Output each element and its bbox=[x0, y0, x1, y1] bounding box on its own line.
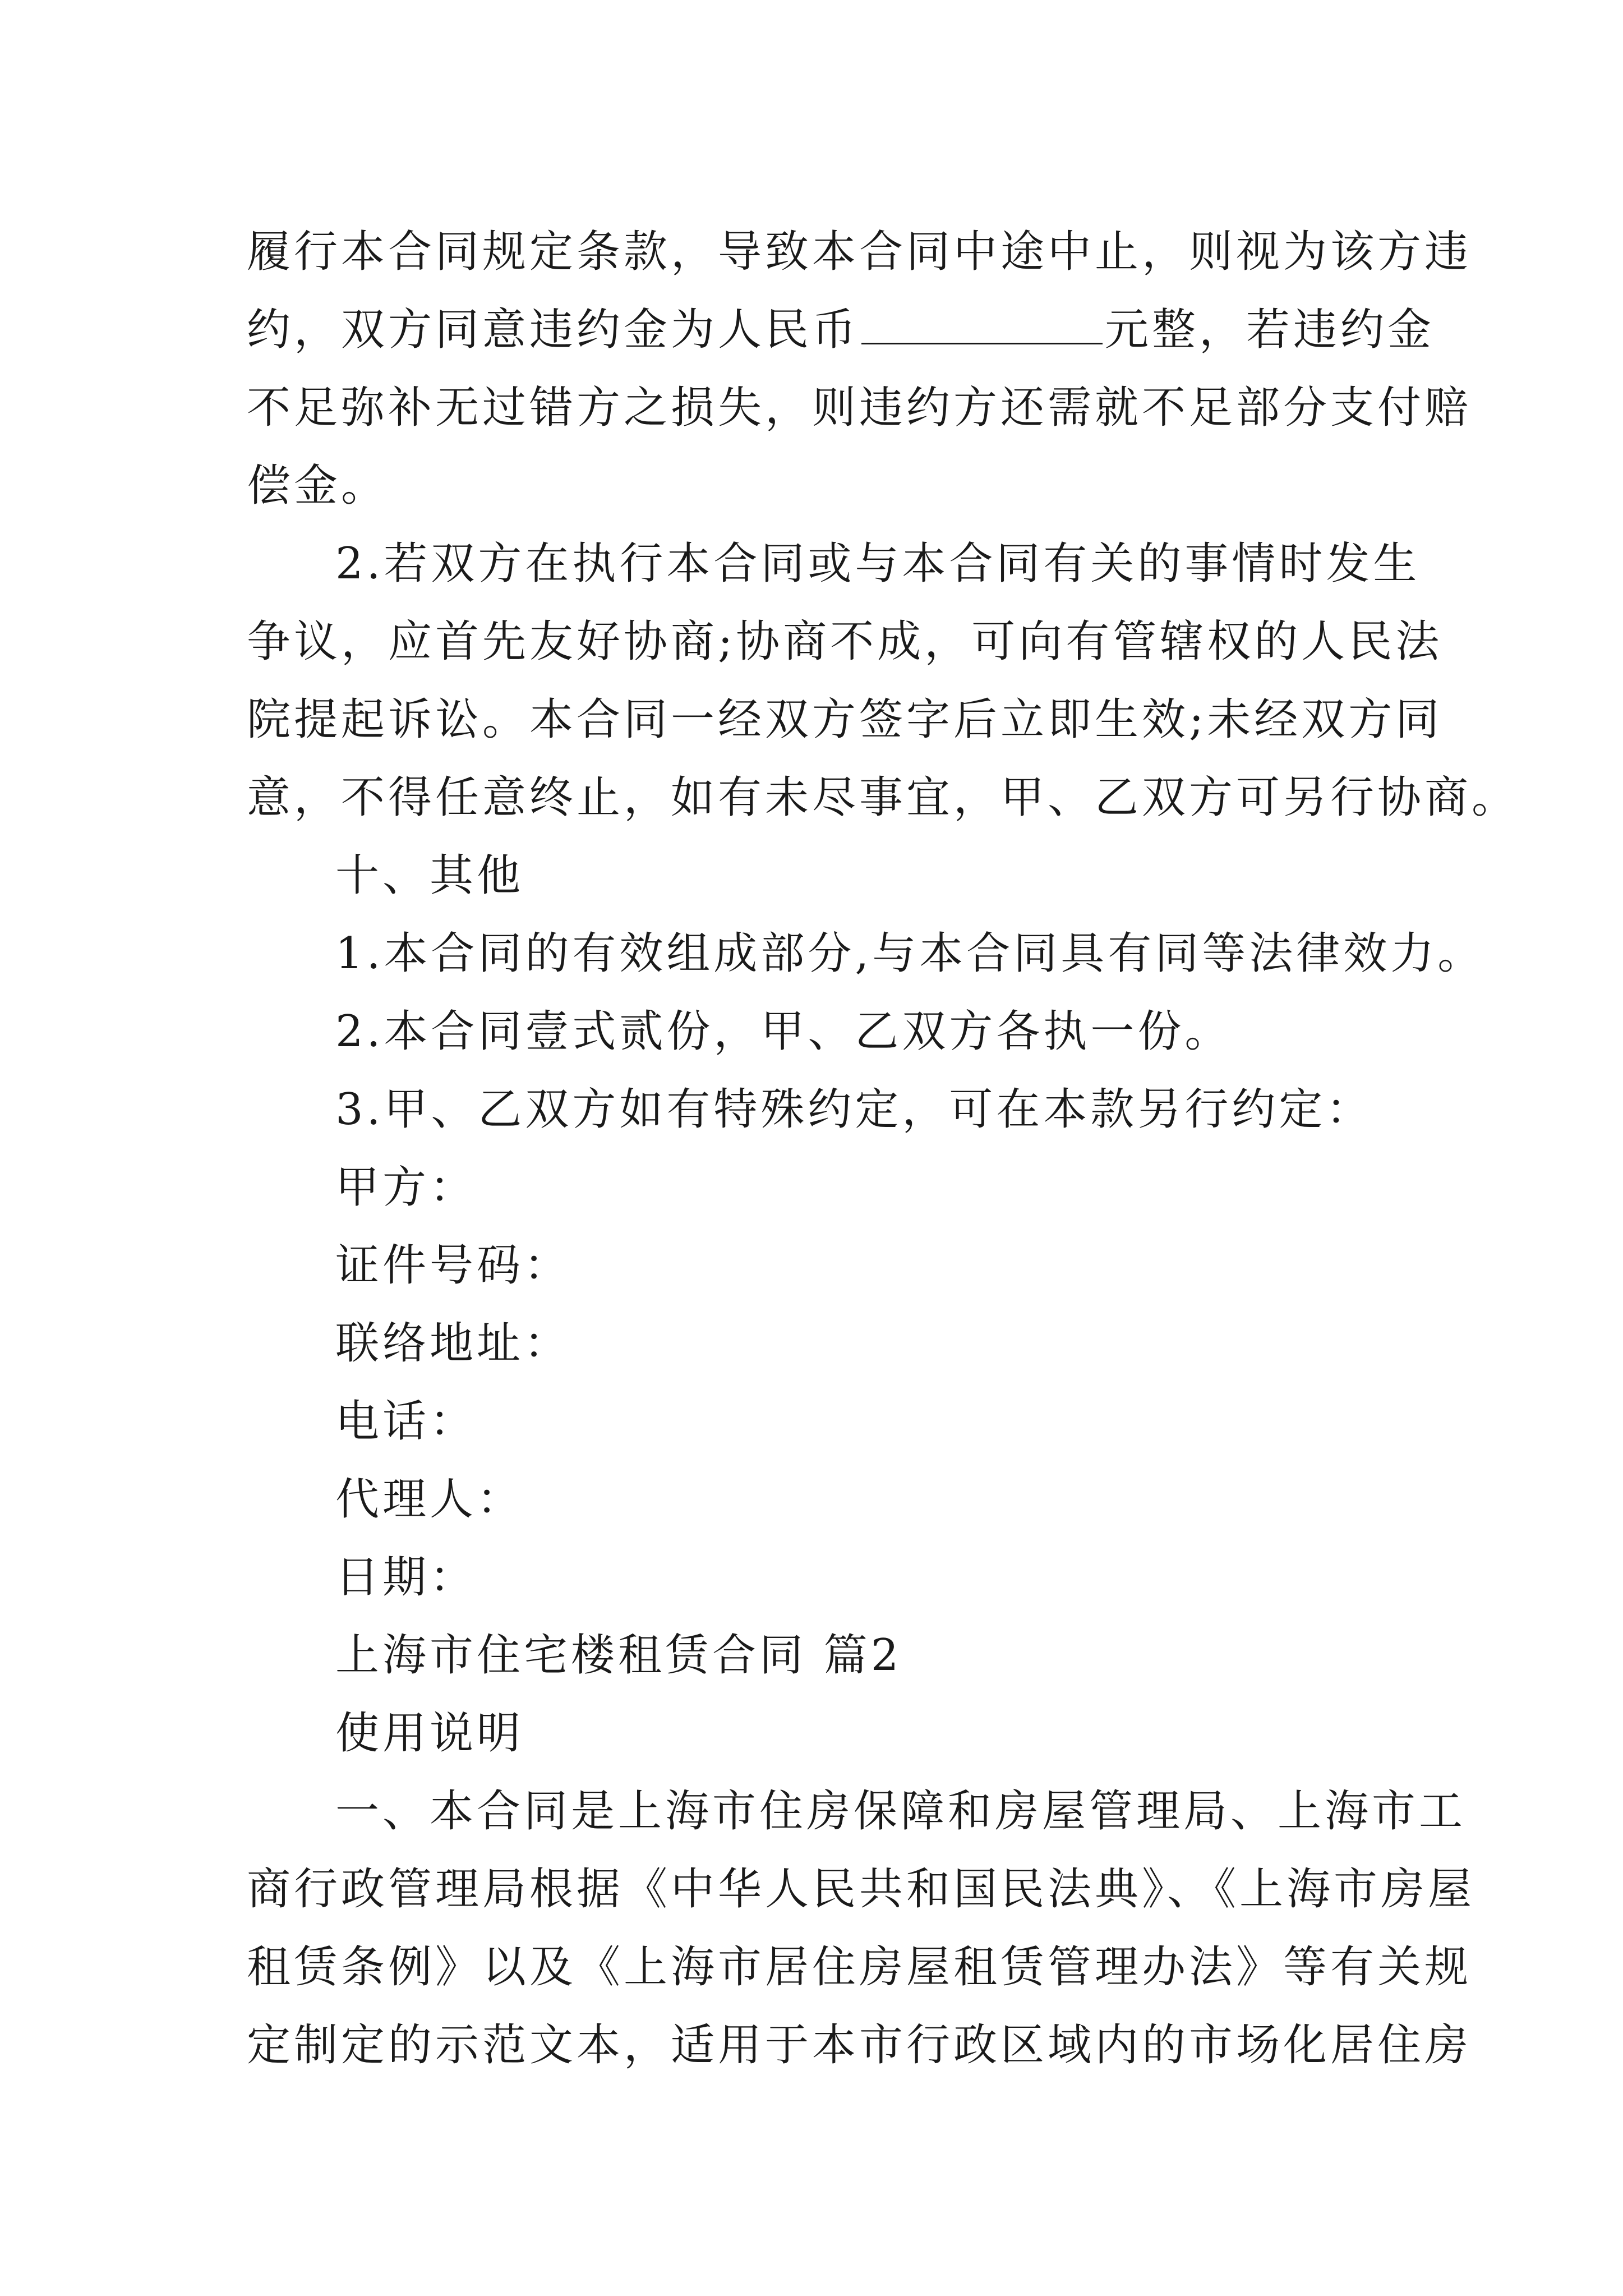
text-line-2-before: 约，双方同意违约金为人民币 bbox=[247, 305, 860, 355]
contact-address-label: 联络地址： bbox=[335, 1318, 571, 1369]
text-line-4: 偿金。 bbox=[247, 461, 389, 511]
clause-2-line-4: 意，不得任意终止，如有未尽事宜，甲、乙双方可另行协商。 bbox=[247, 772, 1519, 823]
text-line-2-after: 元整，若违约金 bbox=[1105, 305, 1435, 355]
section-heading-other: 十、其他 bbox=[335, 850, 524, 901]
id-number-label: 证件号码： bbox=[335, 1240, 571, 1291]
date-label: 日期： bbox=[335, 1552, 477, 1603]
instruction-1-line-4: 定制定的示范文本，适用于本市行政区域内的市场化居住房 bbox=[247, 2020, 1472, 2070]
agent-label: 代理人： bbox=[335, 1474, 524, 1525]
instruction-1-line-3: 租赁条例》以及《上海市居住房屋租赁管理办法》等有关规 bbox=[247, 1942, 1472, 1993]
text-line-1: 履行本合同规定条款，导致本合同中途中止，则视为该方违 bbox=[247, 227, 1472, 277]
other-item-3: 3.甲、乙双方如有特殊约定，可在本款另行约定： bbox=[335, 1084, 1373, 1135]
clause-2-line-1: 2.若双方在执行本合同或与本合同有关的事情时发生 bbox=[335, 539, 1421, 589]
usage-instructions-heading: 使用说明 bbox=[335, 1708, 524, 1759]
instruction-1-line-1: 一、本合同是上海市住房保障和房屋管理局、上海市工 bbox=[335, 1786, 1467, 1837]
clause-2-line-3: 院提起诉讼。本合同一经双方签字后立即生效;未经双方同 bbox=[247, 694, 1443, 745]
clause-2-line-2: 争议，应首先友好协商;协商不成，可向有管辖权的人民法 bbox=[247, 616, 1443, 667]
text-line-3: 不足弥补无过错方之损失，则违约方还需就不足部分支付赔 bbox=[247, 383, 1472, 433]
party-a-label: 甲方： bbox=[335, 1162, 477, 1213]
instruction-1-line-2: 商行政管理局根据《中华人民共和国民法典》、《上海市房屋 bbox=[247, 1864, 1476, 1915]
document-body bbox=[247, 213, 1519, 2085]
section-title-part-2: 上海市住宅楼租赁合同 篇2 bbox=[335, 1630, 902, 1681]
phone-label: 电话： bbox=[335, 1396, 477, 1447]
penalty-amount-blank bbox=[861, 303, 1103, 344]
other-item-1: 1.本合同的有效组成部分,与本合同具有同等法律效力。 bbox=[335, 928, 1485, 979]
text-line-2 bbox=[247, 291, 1435, 369]
other-item-2: 2.本合同壹式贰份，甲、乙双方各执一份。 bbox=[335, 1006, 1232, 1057]
